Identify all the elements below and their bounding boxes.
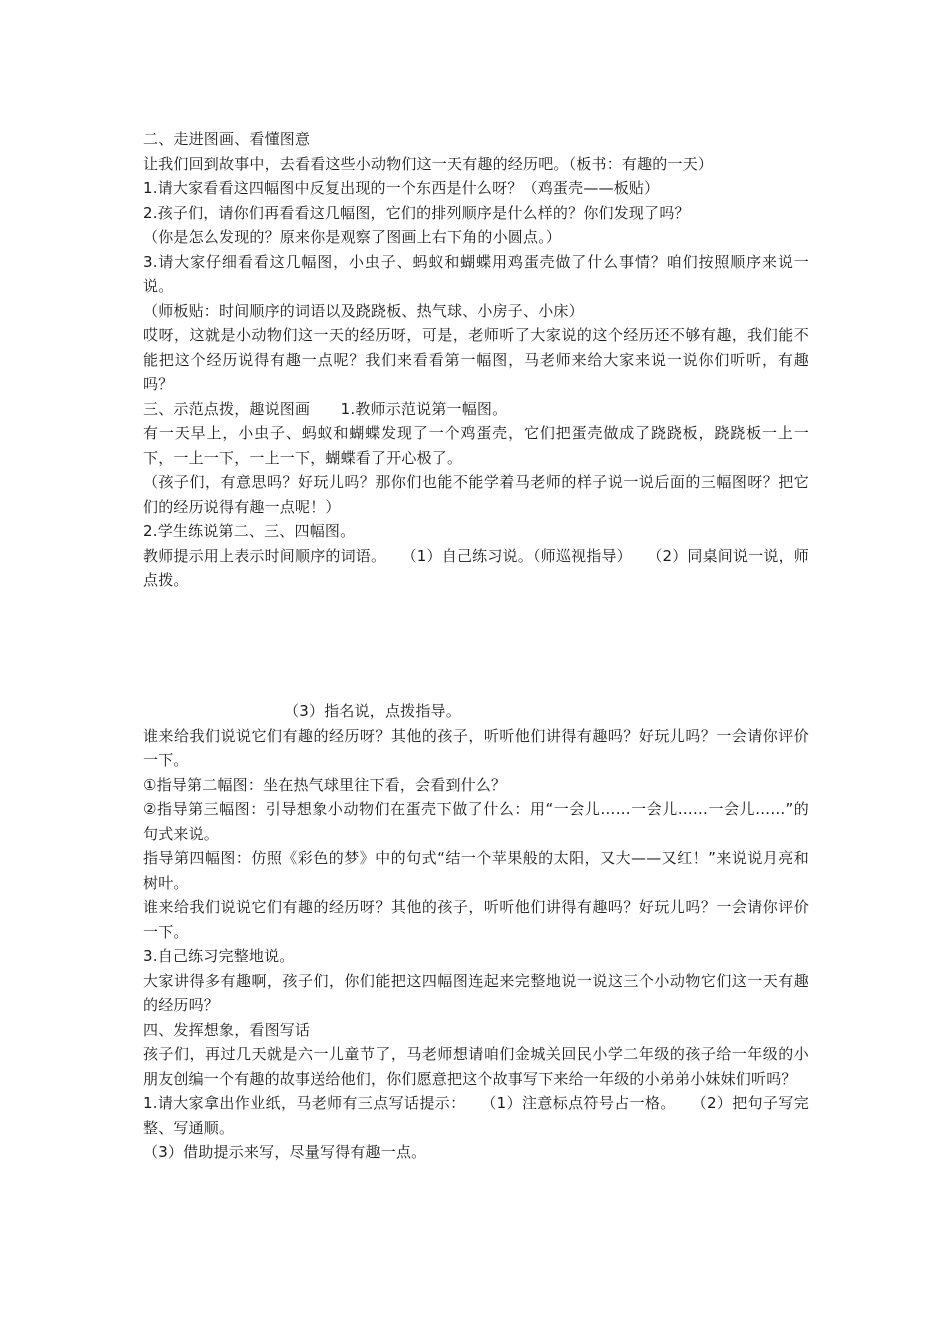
paragraph: 哎呀，这就是小动物们这一天的经历呀，可是，老师听了大家说的这个经历还不够有趣，我们能不能把这个经历说得有趣一点呢？我们来看看第一幅图，马老师来给大家来说一说你们听听，有趣吗？ — [143, 326, 809, 393]
model-story: 有一天早上，小虫子、蚂蚁和蝴蝶发现了一个鸡蛋壳，它们把蛋壳做成了跷跷板，跷跷板一上一下，一上一下，一上一下，蝴蝶看了开心极了。 — [143, 424, 809, 467]
step-2: 2.学生练说第二、三、四幅图。 — [143, 522, 356, 540]
guide-picture-3: ②指导第三幅图：引导想象小动物们在蛋壳下做了什么：用“一会儿……一会儿……一会儿……”的句式来说。 — [143, 800, 809, 843]
section-heading: 二、走进图画、看懂图意 — [143, 130, 311, 148]
writing-tips: 1.请大家拿出作业纸，马老师有三点写话提示： （1）注意标点符号占一格。 （2）把句子写完整、写通顺。 — [143, 1094, 809, 1137]
step-3: 3.自己练习完整地说。 — [143, 947, 295, 965]
guide-picture-2: ①指导第二幅图：坐在热气球里往下看，会看到什么？ — [143, 775, 507, 794]
paragraph: 大家讲得多有趣啊，孩子们，你们能把这四幅图连起来完整地说一说这三个小动物它们这一天有趣的经历吗？ — [143, 971, 809, 1014]
guide-picture-4: 指导第四幅图：仿照《彩色的梦》中的句式“结一个苹果般的太阳，又大——又红！”来说说月亮和树叶。 — [143, 849, 809, 892]
board-note: （师板贴：时间顺序的词语以及跷跷板、热气球、小房子、小床） — [143, 301, 584, 320]
paragraph: 让我们回到故事中，去看看这些小动物们这一天有趣的经历吧。（板书：有趣的一天） — [143, 154, 714, 173]
lesson-text-section-1 — [143, 127, 809, 593]
paragraph: 谁来给我们说说它们有趣的经历呀？其他的孩子，听听他们讲得有趣吗？好玩儿吗？一会请你评价一下。 — [143, 898, 809, 941]
lesson-text-section-2 — [143, 699, 809, 1165]
section-heading: 四、发挥想象，看图写话 — [143, 1020, 311, 1039]
question-1: 1.请大家看看这四幅图中反复出现的一个东西是什么呀？（鸡蛋壳——板贴） — [143, 179, 660, 197]
question-2: 2.孩子们，请你们再看看这几幅图，它们的排列顺序是什么样的？你们发现了吗？ — [143, 203, 690, 222]
question-3: 3.请大家仔细看看这几幅图，小虫子、蚂蚁和蝴蝶用鸡蛋壳做了什么事情？咱们按照顺序来说一说。 — [143, 252, 809, 295]
paragraph: 孩子们，再过几天就是六一儿童节了，马老师想请咱们金城关回民小学二年级的孩子给一年级的小朋友创编一个有趣的故事送给他们，你们愿意把这个故事写下来给一年级的小弟弟小妹妹们听吗？ — [143, 1045, 809, 1088]
paragraph: 谁来给我们说说它们有趣的经历呀？其他的孩子，听听他们讲得有趣吗？好玩儿吗？一会请你评价一下。 — [143, 726, 809, 769]
paragraph: （孩子们，有意思吗？好玩儿吗？那你们也能不能学着马老师的样子说一说后面的三幅图呀？把它们的经历说得有趣一点呢！） — [143, 473, 809, 516]
writing-tip-3: （3）借助提示来写，尽量写得有趣一点。 — [143, 1143, 427, 1161]
indented-item: （3）指名说，点拨指导。 — [284, 702, 461, 720]
paragraph: （你是怎么发现的？原来你是观察了图画上右下角的小圆点。） — [143, 228, 562, 246]
paragraph: 教师提示用上表示时间顺序的词语。 （1）自己练习说。（师巡视指导） （2）同桌间说一说，师点拨。 — [143, 546, 809, 589]
section-heading: 三、示范点拨，趣说图画 1.教师示范说第一幅图。 — [143, 399, 508, 418]
